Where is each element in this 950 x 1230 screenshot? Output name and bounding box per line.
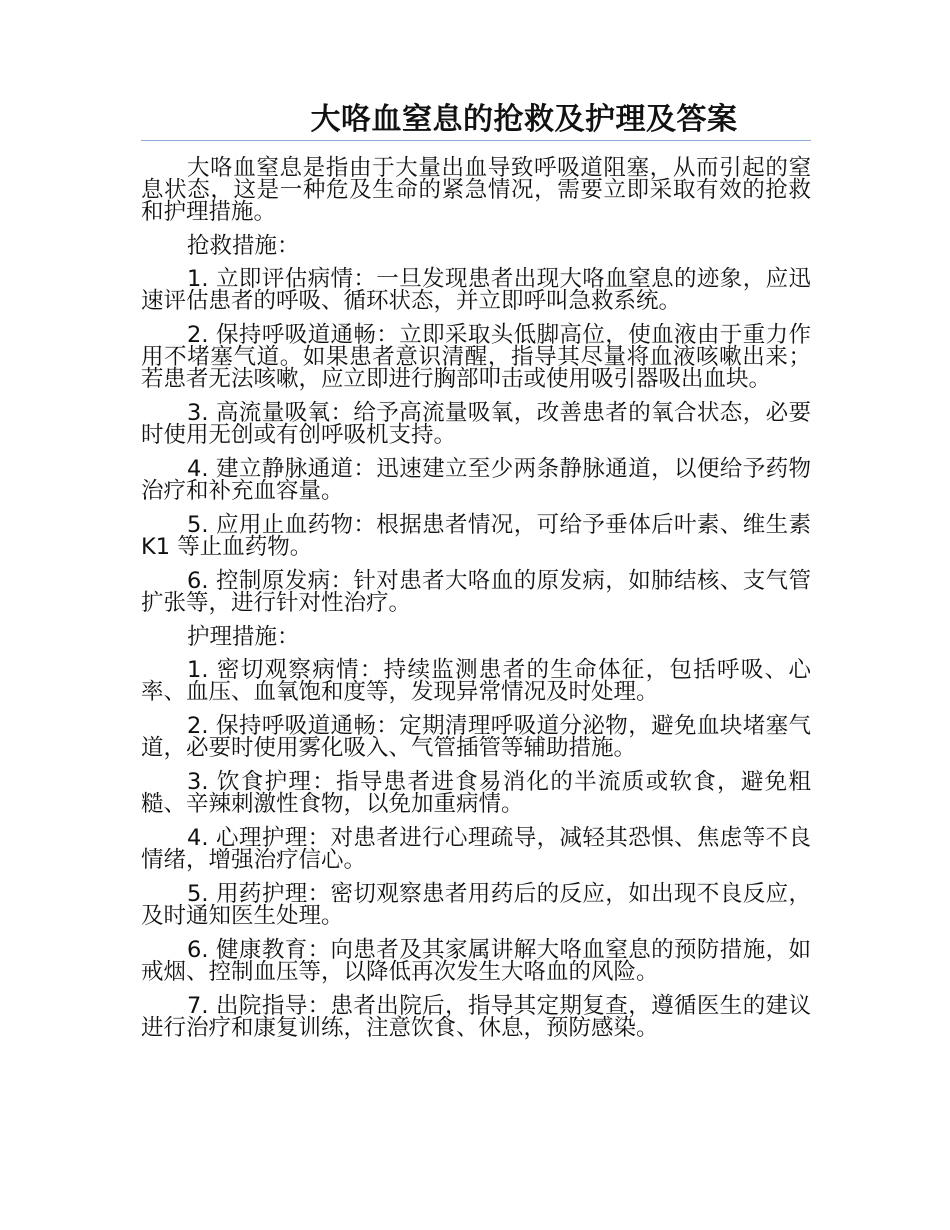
care-item-1: 1. 密切观察病情：持续监测患者的生命体征，包括呼吸、心率、血压、血氧饱和度等，发现异常情况及时处理。 (141, 657, 811, 705)
rescue-item-4: 4. 建立静脉通道：迅速建立至少两条静脉通道，以便给予药物治疗和补充血容量。 (141, 456, 811, 504)
care-item-6: 6. 健康教育：向患者及其家属讲解大咯血窒息的预防措施，如戒烟、控制血压等，以降低再次发生大咯血的风险。 (141, 937, 811, 985)
document-title: 大咯血窒息的抢救及护理及答案 (310, 102, 738, 137)
care-item-4: 4. 心理护理：对患者进行心理疏导，减轻其恐惧、焦虑等不良情绪，增强治疗信心。 (141, 825, 811, 873)
intro-paragraph: 大咯血窒息是指由于大量出血导致呼吸道阻塞，从而引起的窒息状态，这是一种危及生命的紧急情况，需要立即采取有效的抢救和护理措施。 (141, 155, 811, 225)
care-item-7: 7. 出院指导：患者出院后，指导其定期复查，遵循医生的建议进行治疗和康复训练，注意饮食、休息，预防感染。 (141, 993, 811, 1041)
rescue-item-5: 5. 应用止血药物：根据患者情况，可给予垂体后叶素、维生素 K1 等止血药物。 (141, 512, 811, 560)
title-block (141, 100, 811, 141)
rescue-item-6: 6. 控制原发病：针对患者大咯血的原发病，如肺结核、支气管扩张等，进行针对性治疗。 (141, 568, 811, 616)
rescue-item-2: 2. 保持呼吸道通畅：立即采取头低脚高位，使血液由于重力作用不堵塞气道。如果患者意识清醒，指导其尽量将血液咳嗽出来；若患者无法咳嗽，应立即进行胸部叩击或使用吸引器吸出血块。 (141, 322, 811, 392)
rescue-item-3: 3. 高流量吸氧：给予高流量吸氧，改善患者的氧合状态，必要时使用无创或有创呼吸机支持。 (141, 400, 811, 448)
rescue-heading: 抢救措施： (187, 233, 300, 259)
document-body (141, 157, 811, 1039)
care-item-2: 2. 保持呼吸道通畅：定期清理呼吸道分泌物，避免血块堵塞气道，必要时使用雾化吸入、气管插管等辅助措施。 (141, 713, 811, 761)
rescue-item-1: 1. 立即评估病情：一旦发现患者出现大咯血窒息的迹象，应迅速评估患者的呼吸、循环状态，并立即呼叫急救系统。 (141, 266, 811, 314)
care-heading: 护理措施： (187, 624, 300, 650)
care-item-3: 3. 饮食护理：指导患者进食易消化的半流质或软食，避免粗糙、辛辣刺激性食物，以免加重病情。 (141, 769, 811, 817)
care-item-5: 5. 用药护理：密切观察患者用药后的反应，如出现不良反应，及时通知医生处理。 (141, 881, 811, 929)
document-page (141, 100, 811, 1051)
